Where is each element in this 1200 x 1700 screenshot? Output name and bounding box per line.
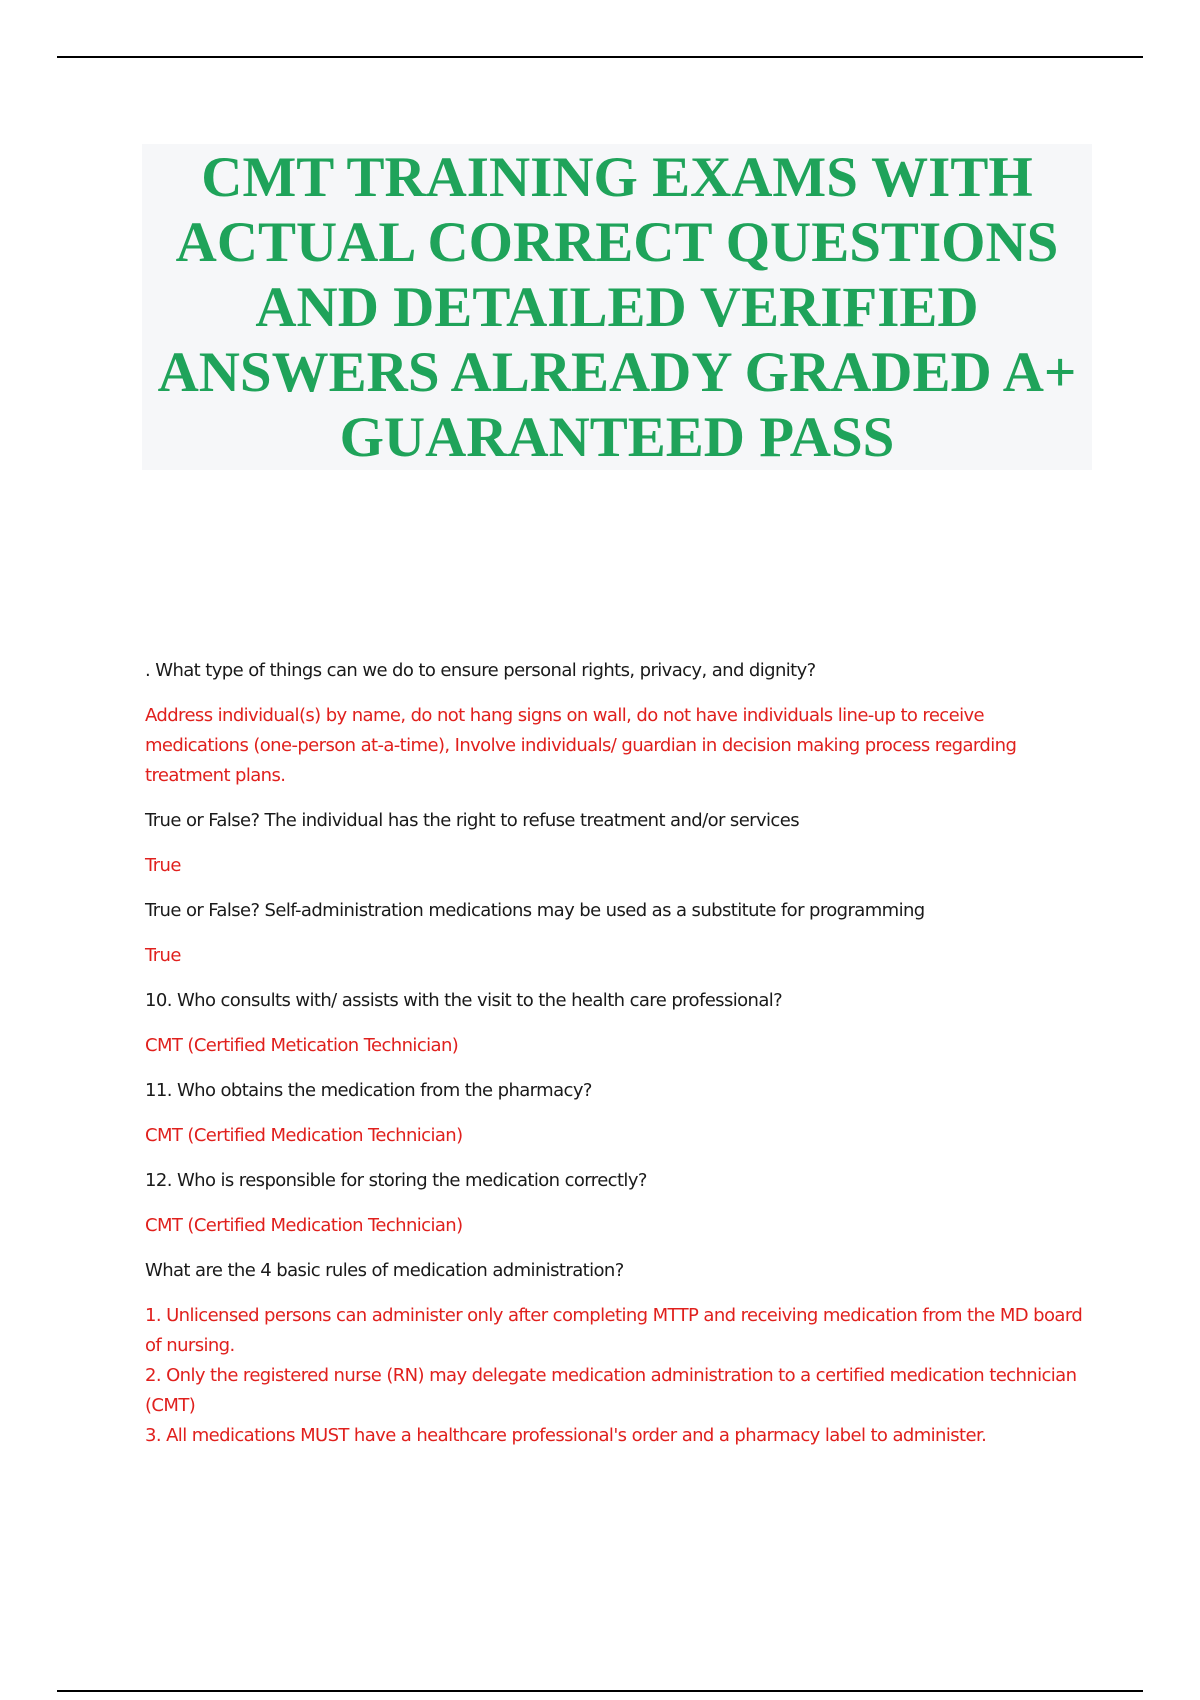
question-text: True or False? Self-administration medications may be used as a substitute for programming	[145, 900, 925, 921]
rules-question: What are the 4 basic rules of medication administration?	[145, 1260, 624, 1281]
answer-text: True	[145, 855, 181, 876]
answer-text: Address individual(s) by name, do not hang signs on wall, do not have individuals line-up to receive medications (one-person at-a-time), Involve individuals/ guardian in decision making process regarding treatment plans.	[145, 705, 1017, 786]
title-line: ANSWERS ALREADY GRADED A+	[157, 340, 1077, 404]
question-text: 12. Who is responsible for storing the medication correctly?	[145, 1170, 647, 1191]
question-text: 11. Who obtains the medication from the pharmacy?	[145, 1080, 592, 1101]
question-text: . What type of things can we do to ensure personal rights, privacy, and dignity?	[145, 660, 816, 681]
footer-rule	[57, 1690, 1143, 1692]
document-title	[158, 145, 1077, 470]
question-text: True or False? The individual has the right to refuse treatment and/or services	[145, 810, 799, 831]
question-text: 10. Who consults with/ assists with the visit to the health care professional?	[145, 990, 783, 1011]
answer-text: CMT (Certified Medication Technician)	[145, 1125, 463, 1146]
rule-item: 3. All medications MUST have a healthcare professional's order and a pharmacy label to administer.	[145, 1425, 987, 1446]
header-rule	[57, 56, 1143, 58]
title-line: GUARANTEED PASS	[339, 405, 895, 469]
rule-item: 2. Only the registered nurse (RN) may delegate medication administration to a certified medication technician (CMT)	[145, 1365, 1077, 1416]
rule-item: 1. Unlicensed persons can administer only after completing MTTP and receiving medication from the MD board of nursing.	[145, 1305, 1083, 1356]
title-banner	[142, 144, 1092, 470]
qa-list	[145, 657, 1085, 1451]
title-line: CMT TRAINING EXAMS WITH	[201, 145, 1033, 209]
answer-text: CMT (Certified Metication Technician)	[145, 1035, 459, 1056]
answer-text: CMT (Certified Medication Technician)	[145, 1215, 463, 1236]
title-line: ACTUAL CORRECT QUESTIONS	[175, 210, 1059, 274]
rules-answer	[145, 1301, 1085, 1451]
answer-text: True	[145, 945, 181, 966]
title-line: AND DETAILED VERIFIED	[255, 275, 979, 339]
